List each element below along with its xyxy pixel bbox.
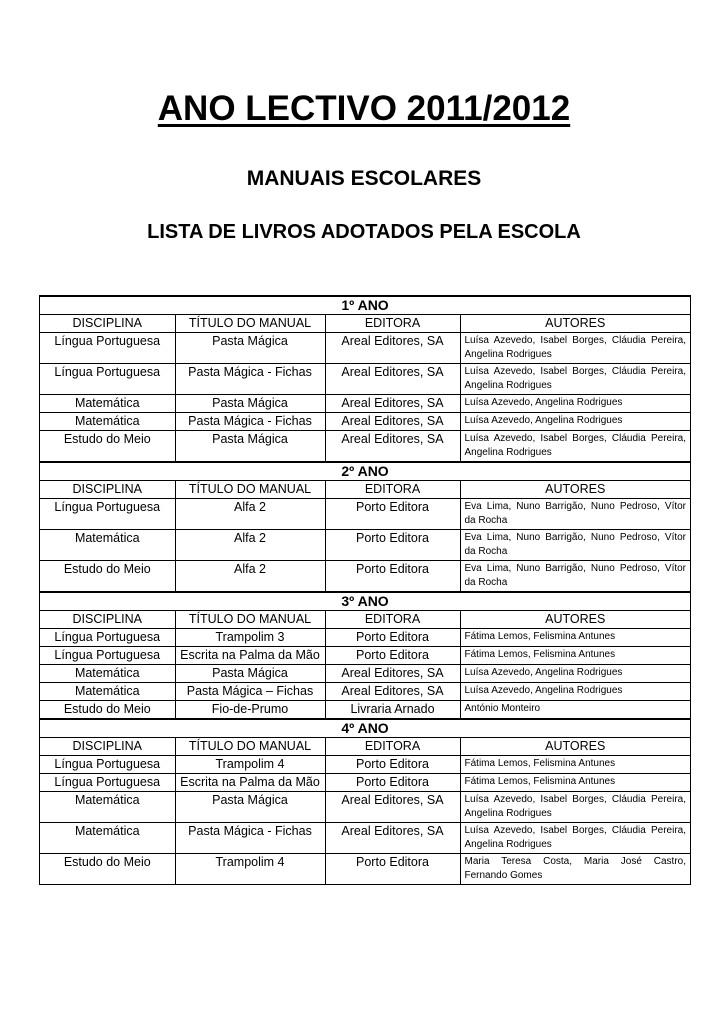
- column-header: TÍTULO DO MANUAL: [175, 315, 325, 333]
- year-heading: 3º ANO: [40, 593, 690, 611]
- authors-cell: Maria Teresa Costa, Maria José Castro, Fernando Gomes: [460, 854, 690, 885]
- column-header: DISCIPLINA: [40, 738, 175, 756]
- column-header: EDITORA: [325, 611, 460, 629]
- table-row: [40, 629, 690, 647]
- year-heading: 1º ANO: [40, 297, 690, 315]
- subject-cell: Língua Portuguesa: [40, 629, 175, 647]
- subject-cell: Estudo do Meio: [40, 701, 175, 719]
- title-cell: Pasta Mágica: [175, 792, 325, 823]
- table-row: [40, 561, 690, 592]
- year-row: [40, 463, 690, 481]
- authors-cell: Luísa Azevedo, Angelina Rodrigues: [460, 683, 690, 701]
- publisher-cell: Areal Editores, SA: [325, 333, 460, 364]
- authors-cell: Luísa Azevedo, Angelina Rodrigues: [460, 413, 690, 431]
- table-row: [40, 530, 690, 561]
- document-title: ANO LECTIVO 2011/2012: [157, 89, 571, 128]
- document-subtitle: MANUAIS ESCOLARES: [246, 167, 482, 190]
- year-row: [40, 720, 690, 738]
- title-cell: Fio-de-Prumo: [175, 701, 325, 719]
- publisher-cell: Porto Editora: [325, 629, 460, 647]
- subject-cell: Matemática: [40, 683, 175, 701]
- publisher-cell: Areal Editores, SA: [325, 364, 460, 395]
- publisher-cell: Areal Editores, SA: [325, 413, 460, 431]
- column-header-row: [40, 738, 690, 756]
- subject-cell: Língua Portuguesa: [40, 774, 175, 792]
- publisher-cell: Areal Editores, SA: [325, 823, 460, 854]
- title-cell: Pasta Mágica: [175, 395, 325, 413]
- table-row: [40, 854, 690, 885]
- authors-cell: Fátima Lemos, Felismina Antunes: [460, 756, 690, 774]
- table-row: [40, 364, 690, 395]
- column-header: AUTORES: [460, 481, 690, 499]
- year-table: [40, 296, 690, 462]
- year-table: [40, 719, 690, 884]
- title-cell: Alfa 2: [175, 561, 325, 592]
- subject-cell: Estudo do Meio: [40, 561, 175, 592]
- title-cell: Escrita na Palma da Mão: [175, 647, 325, 665]
- table-row: [40, 413, 690, 431]
- subject-cell: Língua Portuguesa: [40, 364, 175, 395]
- authors-cell: Eva Lima, Nuno Barrigão, Nuno Pedroso, Vítor da Rocha: [460, 561, 690, 592]
- column-header-row: [40, 315, 690, 333]
- column-header: EDITORA: [325, 738, 460, 756]
- publisher-cell: Areal Editores, SA: [325, 395, 460, 413]
- publisher-cell: Areal Editores, SA: [325, 665, 460, 683]
- column-header: AUTORES: [460, 738, 690, 756]
- publisher-cell: Porto Editora: [325, 647, 460, 665]
- authors-cell: Luísa Azevedo, Isabel Borges, Cláudia Pereira, Angelina Rodrigues: [460, 431, 690, 462]
- list-heading: LISTA DE LIVROS ADOTADOS PELA ESCOLA: [147, 221, 581, 243]
- title-cell: Pasta Mágica - Fichas: [175, 364, 325, 395]
- table-row: [40, 792, 690, 823]
- subject-cell: Matemática: [40, 530, 175, 561]
- subject-cell: Língua Portuguesa: [40, 499, 175, 530]
- authors-cell: Luísa Azevedo, Isabel Borges, Cláudia Pereira, Angelina Rodrigues: [460, 333, 690, 364]
- subject-cell: Matemática: [40, 792, 175, 823]
- table-row: [40, 647, 690, 665]
- authors-cell: Luísa Azevedo, Isabel Borges, Cláudia Pereira, Angelina Rodrigues: [460, 792, 690, 823]
- authors-cell: Luísa Azevedo, Angelina Rodrigues: [460, 395, 690, 413]
- publisher-cell: Areal Editores, SA: [325, 792, 460, 823]
- column-header: EDITORA: [325, 315, 460, 333]
- subject-cell: Língua Portuguesa: [40, 647, 175, 665]
- column-header-row: [40, 611, 690, 629]
- year-heading: 2º ANO: [40, 463, 690, 481]
- publisher-cell: Porto Editora: [325, 854, 460, 885]
- title-cell: Pasta Mágica: [175, 665, 325, 683]
- publisher-cell: Porto Editora: [325, 774, 460, 792]
- column-header-row: [40, 481, 690, 499]
- title-cell: Trampolim 4: [175, 854, 325, 885]
- year-row: [40, 593, 690, 611]
- title-cell: Alfa 2: [175, 499, 325, 530]
- year-row: [40, 297, 690, 315]
- book-list: [39, 295, 691, 885]
- title-cell: Pasta Mágica – Fichas: [175, 683, 325, 701]
- authors-cell: Fátima Lemos, Felismina Antunes: [460, 774, 690, 792]
- column-header: EDITORA: [325, 481, 460, 499]
- column-header: DISCIPLINA: [40, 611, 175, 629]
- publisher-cell: Porto Editora: [325, 561, 460, 592]
- authors-cell: Fátima Lemos, Felismina Antunes: [460, 629, 690, 647]
- table-row: [40, 333, 690, 364]
- title-cell: Trampolim 4: [175, 756, 325, 774]
- subject-cell: Matemática: [40, 665, 175, 683]
- title-cell: Escrita na Palma da Mão: [175, 774, 325, 792]
- column-header: AUTORES: [460, 611, 690, 629]
- table-row: [40, 431, 690, 462]
- publisher-cell: Porto Editora: [325, 499, 460, 530]
- table-row: [40, 665, 690, 683]
- title-cell: Pasta Mágica: [175, 333, 325, 364]
- authors-cell: Luísa Azevedo, Isabel Borges, Cláudia Pereira, Angelina Rodrigues: [460, 364, 690, 395]
- authors-cell: António Monteiro: [460, 701, 690, 719]
- year-table: [40, 592, 690, 719]
- title-cell: Alfa 2: [175, 530, 325, 561]
- authors-cell: Eva Lima, Nuno Barrigão, Nuno Pedroso, Vítor da Rocha: [460, 530, 690, 561]
- publisher-cell: Livraria Arnado: [325, 701, 460, 719]
- title-cell: Trampolim 3: [175, 629, 325, 647]
- publisher-cell: Porto Editora: [325, 756, 460, 774]
- subject-cell: Língua Portuguesa: [40, 756, 175, 774]
- table-row: [40, 683, 690, 701]
- column-header: AUTORES: [460, 315, 690, 333]
- authors-cell: Eva Lima, Nuno Barrigão, Nuno Pedroso, Vítor da Rocha: [460, 499, 690, 530]
- authors-cell: Luísa Azevedo, Angelina Rodrigues: [460, 665, 690, 683]
- subject-cell: Matemática: [40, 413, 175, 431]
- title-cell: Pasta Mágica - Fichas: [175, 823, 325, 854]
- subject-cell: Estudo do Meio: [40, 431, 175, 462]
- column-header: DISCIPLINA: [40, 315, 175, 333]
- subject-cell: Estudo do Meio: [40, 854, 175, 885]
- year-heading: 4º ANO: [40, 720, 690, 738]
- publisher-cell: Areal Editores, SA: [325, 431, 460, 462]
- subject-cell: Língua Portuguesa: [40, 333, 175, 364]
- title-cell: Pasta Mágica - Fichas: [175, 413, 325, 431]
- table-row: [40, 823, 690, 854]
- authors-cell: Luísa Azevedo, Isabel Borges, Cláudia Pereira, Angelina Rodrigues: [460, 823, 690, 854]
- publisher-cell: Areal Editores, SA: [325, 683, 460, 701]
- year-table: [40, 462, 690, 592]
- table-row: [40, 395, 690, 413]
- column-header: DISCIPLINA: [40, 481, 175, 499]
- authors-cell: Fátima Lemos, Felismina Antunes: [460, 647, 690, 665]
- table-row: [40, 499, 690, 530]
- publisher-cell: Porto Editora: [325, 530, 460, 561]
- column-header: TÍTULO DO MANUAL: [175, 611, 325, 629]
- title-cell: Pasta Mágica: [175, 431, 325, 462]
- table-row: [40, 756, 690, 774]
- subject-cell: Matemática: [40, 823, 175, 854]
- table-row: [40, 774, 690, 792]
- column-header: TÍTULO DO MANUAL: [175, 738, 325, 756]
- column-header: TÍTULO DO MANUAL: [175, 481, 325, 499]
- table-row: [40, 701, 690, 719]
- subject-cell: Matemática: [40, 395, 175, 413]
